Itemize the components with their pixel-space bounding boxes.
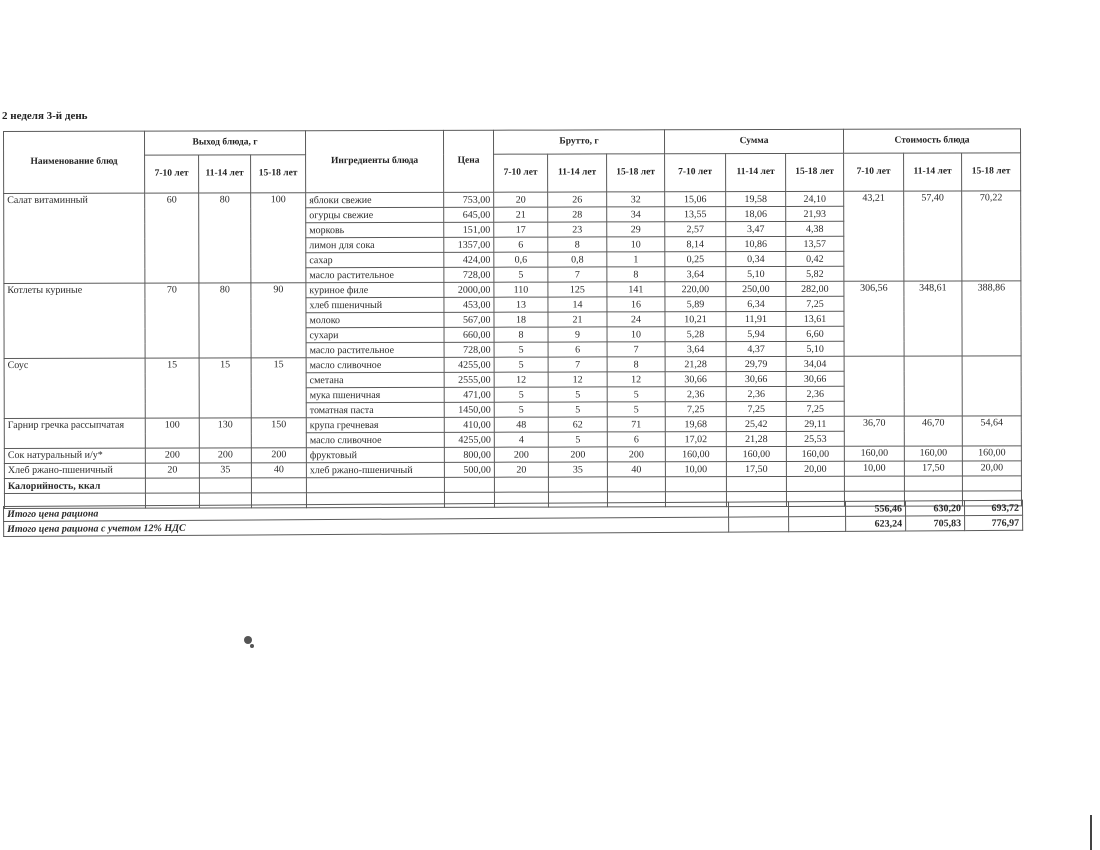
sum-age-11-14: 5,94 [726,326,786,341]
header-gross: Брутто, г [493,130,664,154]
ingredient-row [4,191,1021,209]
sum-age-7-10: 3,64 [665,342,726,357]
scan-speck [250,644,254,648]
ingredient-name: сметана [306,372,444,387]
header-yield: Выход блюда, г [145,131,306,155]
ingredient-price: 728,00 [444,342,494,357]
calories-cell [306,477,444,492]
sum-age-15-18: 25,53 [786,431,844,446]
sum-age-15-18: 13,57 [786,236,844,251]
sum-age-11-14: 4,37 [726,341,786,356]
gross-age-15-18: 5 [607,387,665,402]
calories-cell [199,478,251,493]
sum-age-11-14: 30,66 [726,371,786,386]
dish-cost-age-11-14: 17,50 [904,461,962,476]
gross-age-11-14: 9 [548,327,607,342]
dish-cost-age-15-18 [962,356,1021,416]
sum-age-15-18: 30,66 [786,371,844,386]
total-ration-age-7-10: 556,46 [845,501,905,516]
gross-age-11-14: 7 [548,357,607,372]
ingredient-price: 753,00 [444,192,494,207]
dish-yield-age-7-10: 100 [145,418,199,448]
sum-age-7-10: 7,25 [665,402,726,417]
total-ration-blank-2 [788,501,845,516]
gross-age-11-14: 23 [548,222,607,237]
gross-age-15-18: 40 [607,462,665,477]
calories-label: Калорийность, ккал [4,478,145,493]
ingredient-price: 471,00 [444,387,494,402]
gross-age-15-18: 24 [607,312,665,327]
gross-age-7-10: 12 [494,372,548,387]
sum-age-7-10: 17,02 [665,432,726,447]
ingredient-name: масло растительное [306,342,444,357]
gross-age-11-14: 62 [548,417,607,432]
gross-age-7-10: 110 [494,282,548,297]
gross-age-15-18: 10 [607,327,665,342]
gross-age-11-14: 5 [548,402,607,417]
total-ration-vat-age-11-14: 705,83 [906,516,965,531]
scan-speck [244,636,252,644]
gross-age-7-10: 200 [494,447,548,462]
ingredient-name: масло сливочное [306,357,444,372]
scan-edge-line [1090,815,1092,850]
sum-age-15-18: 0,42 [786,251,844,266]
totals-table [3,500,1023,537]
ingredient-name: сахар [306,252,444,267]
ingredient-price: 567,00 [444,312,494,327]
gross-age-7-10: 18 [494,312,548,327]
ingredient-price: 2555,00 [444,372,494,387]
sum-age-11-14: 160,00 [726,446,786,461]
header-dish: Наименование блюд [4,131,145,193]
sum-age-7-10: 30,66 [665,372,726,387]
gross-age-11-14: 28 [548,207,607,222]
ingredient-name: томатная паста [306,402,444,417]
ingredient-price: 645,00 [444,207,494,222]
dish-cost-age-7-10: 10,00 [844,461,904,476]
total-ration-vat-blank-1 [729,517,789,532]
gross-age-7-10: 21 [494,207,548,222]
header-ingredients: Ингредиенты блюда [306,130,444,192]
gross-age-7-10: 6 [494,237,548,252]
sum-age-15-18: 13,61 [786,311,844,326]
dish-yield-age-7-10: 20 [145,463,199,478]
sum-age-7-10: 10,21 [665,312,726,327]
header-sum-age-7-10: 7-10 лет [665,154,726,192]
ingredient-name: масло растительное [306,267,444,282]
dish-name: Салат витаминный [4,193,145,283]
ingredient-row [4,416,1021,434]
calories-cell [251,478,306,493]
sum-age-11-14: 10,86 [726,236,786,251]
ingredient-price: 151,00 [444,222,494,237]
dish-name: Соус [4,358,145,418]
header-cost-age-11-14: 11-14 лет [904,153,962,191]
dish-yield-age-15-18: 15 [251,358,306,418]
ingredient-name: яблоки свежие [306,192,444,207]
header-sum-age-11-14: 11-14 лет [726,153,786,191]
dish-name: Хлеб ржано-пшеничный [4,463,145,478]
gross-age-15-18: 200 [607,447,665,462]
gross-age-11-14: 35 [548,462,607,477]
ingredient-name: хлеб ржано-пшеничный [306,462,444,477]
gross-age-15-18: 71 [607,417,665,432]
dish-cost-age-11-14: 46,70 [904,416,962,446]
ingredient-name: морковь [306,222,444,237]
dish-cost-age-15-18: 70,22 [962,191,1021,281]
sum-age-11-14: 0,34 [726,251,786,266]
header-yield-age-11-14: 11-14 лет [199,155,251,193]
sum-age-15-18: 29,11 [786,416,844,431]
dish-cost-age-15-18: 160,00 [962,446,1021,461]
dish-yield-age-11-14: 80 [199,193,251,283]
sum-age-11-14: 17,50 [726,461,786,476]
sum-age-11-14: 11,91 [726,311,786,326]
ingredient-name: молоко [306,312,444,327]
calories-cell [548,477,607,492]
gross-age-7-10: 20 [494,192,548,207]
dish-yield-age-7-10: 200 [145,448,199,463]
gross-age-15-18: 1 [607,252,665,267]
gross-age-15-18: 7 [607,342,665,357]
calories-cell [665,477,726,492]
gross-age-7-10: 0,6 [494,252,548,267]
header-cost-age-15-18: 15-18 лет [962,153,1021,191]
dish-yield-age-11-14: 200 [199,448,251,463]
gross-age-15-18: 34 [607,207,665,222]
dish-yield-age-11-14: 130 [199,418,251,448]
sum-age-11-14: 7,25 [726,401,786,416]
ingredient-name: хлеб пшеничный [306,297,444,312]
gross-age-15-18: 6 [607,432,665,447]
header-cost-age-7-10: 7-10 лет [844,153,904,191]
header-sum-age-15-18: 15-18 лет [786,153,844,191]
total-ration-age-15-18: 693,72 [964,500,1022,515]
dish-cost-age-11-14 [904,356,962,416]
sum-age-7-10: 220,00 [665,282,726,297]
gross-age-7-10: 5 [494,267,548,282]
dish-yield-age-7-10: 70 [145,283,199,358]
gross-age-15-18: 141 [607,282,665,297]
sum-age-7-10: 2,36 [665,387,726,402]
sum-age-7-10: 5,89 [665,297,726,312]
ingredient-price: 1357,00 [444,237,494,252]
calories-cell [786,476,844,491]
gross-age-11-14: 0,8 [548,252,607,267]
total-ration-blank-1 [728,502,788,517]
total-ration-vat-age-7-10: 623,24 [846,516,906,531]
dish-name: Котлеты куриные [4,283,145,358]
calories-cell [726,476,786,491]
dish-yield-age-7-10: 60 [145,193,199,283]
gross-age-15-18: 16 [607,297,665,312]
dish-yield-age-15-18: 90 [251,283,306,358]
sum-age-15-18: 160,00 [786,446,844,461]
dish-name: Гарнир гречка рассыпчатая [4,418,145,448]
sum-age-7-10: 3,64 [665,267,726,282]
ingredient-name: куриное филе [306,282,444,297]
gross-age-7-10: 4 [494,432,548,447]
gross-age-15-18: 8 [607,357,665,372]
ingredient-price: 410,00 [444,417,494,432]
gross-age-7-10: 5 [494,387,548,402]
ingredient-price: 728,00 [444,267,494,282]
dish-yield-age-15-18: 100 [251,193,306,283]
calories-cell [145,478,199,493]
sum-age-15-18: 5,10 [786,341,844,356]
dish-yield-age-11-14: 15 [199,358,251,418]
ingredient-name: огурцы свежие [306,207,444,222]
gross-age-15-18: 8 [607,267,665,282]
sum-age-15-18: 24,10 [786,191,844,206]
sum-age-15-18: 7,25 [786,296,844,311]
total-ration-label: Итого цена рациона [4,502,729,521]
header-gross-age-7-10: 7-10 лет [494,154,548,192]
ingredient-row [4,356,1021,374]
total-ration-vat-blank-2 [789,516,846,531]
sum-age-11-14: 6,34 [726,296,786,311]
total-ration-vat-label: Итого цена рациона с учетом 12% НДС [4,517,729,536]
gross-age-7-10: 17 [494,222,548,237]
sum-age-11-14: 250,00 [726,281,786,296]
page-title: 2 неделя 3-й день [2,110,88,122]
gross-age-7-10: 5 [494,402,548,417]
gross-age-7-10: 5 [494,357,548,372]
sum-age-15-18: 2,36 [786,386,844,401]
gross-age-11-14: 5 [548,387,607,402]
dish-yield-age-11-14: 35 [199,463,251,478]
header-gross-age-15-18: 15-18 лет [607,154,665,192]
sum-age-7-10: 15,06 [665,192,726,207]
calories-cell [444,477,494,492]
dish-name: Сок натуральный и/у* [4,448,145,463]
dish-cost-age-7-10: 36,70 [844,416,904,446]
gross-age-15-18: 10 [607,237,665,252]
dish-cost-age-15-18: 54,64 [962,416,1021,446]
dish-cost-age-11-14: 160,00 [904,446,962,461]
gross-age-11-14: 5 [548,432,607,447]
sum-age-7-10: 8,14 [665,237,726,252]
dish-cost-age-7-10: 306,56 [844,281,904,356]
dish-yield-age-15-18: 40 [251,463,306,478]
header-yield-age-7-10: 7-10 лет [145,155,199,193]
calories-cell [607,477,665,492]
header-cost: Стоимость блюда [843,129,1020,153]
header-yield-age-15-18: 15-18 лет [251,155,306,193]
dish-yield-age-7-10: 15 [145,358,199,418]
sum-age-11-14: 18,06 [726,206,786,221]
dish-yield-age-11-14: 80 [199,283,251,358]
ingredient-price: 4255,00 [444,357,494,372]
ingredient-price: 1450,00 [444,402,494,417]
gross-age-11-14: 26 [548,192,607,207]
ingredient-price: 500,00 [444,462,494,477]
sum-age-15-18: 20,00 [786,461,844,476]
sum-age-7-10: 13,55 [665,207,726,222]
gross-age-11-14: 7 [548,267,607,282]
gross-age-7-10: 20 [494,462,548,477]
header-price: Цена [443,130,493,192]
sum-age-7-10: 5,28 [665,327,726,342]
gross-age-11-14: 14 [548,297,607,312]
sum-age-11-14: 3,47 [726,221,786,236]
sum-age-11-14: 5,10 [726,266,786,281]
sum-age-15-18: 282,00 [786,281,844,296]
sum-age-7-10: 19,68 [665,417,726,432]
ingredient-price: 800,00 [444,447,494,462]
total-ration-age-11-14: 630,20 [905,501,964,516]
ingredient-price: 453,00 [444,297,494,312]
gross-age-7-10: 48 [494,417,548,432]
gross-age-7-10: 5 [494,342,548,357]
ingredient-price: 4255,00 [444,432,494,447]
sum-age-15-18: 7,25 [786,401,844,416]
sum-age-15-18: 21,93 [786,206,844,221]
gross-age-11-14: 6 [548,342,607,357]
sum-age-7-10: 21,28 [665,357,726,372]
calories-cell [494,477,548,492]
dish-cost-age-11-14: 348,61 [904,281,962,356]
dish-cost-age-7-10: 43,21 [844,191,904,281]
dish-cost-age-15-18: 388,86 [962,281,1021,356]
gross-age-15-18: 29 [607,222,665,237]
calories-cell [904,476,962,491]
calories-cell [844,476,904,491]
gross-age-7-10: 13 [494,297,548,312]
header-gross-age-11-14: 11-14 лет [548,154,607,192]
sum-age-7-10: 10,00 [665,462,726,477]
ingredient-row [4,281,1021,299]
sum-age-7-10: 2,57 [665,222,726,237]
gross-age-11-14: 200 [548,447,607,462]
dish-yield-age-15-18: 200 [251,448,306,463]
menu-body [4,191,1022,509]
sum-age-7-10: 0,25 [665,252,726,267]
ingredient-name: фруктовый [306,447,444,462]
ingredient-name: мука пшеничная [306,387,444,402]
gross-age-11-14: 21 [548,312,607,327]
gross-age-11-14: 12 [548,372,607,387]
gross-age-11-14: 8 [548,237,607,252]
sum-age-7-10: 160,00 [665,447,726,462]
gross-age-11-14: 125 [548,282,607,297]
sum-age-15-18: 34,04 [786,356,844,371]
gross-age-15-18: 5 [607,402,665,417]
header-sum: Сумма [664,129,843,153]
dish-yield-age-15-18: 150 [251,418,306,448]
sum-age-11-14: 25,42 [726,416,786,431]
sum-age-11-14: 2,36 [726,386,786,401]
gross-age-7-10: 8 [494,327,548,342]
dish-cost-age-7-10 [844,356,904,416]
sum-age-15-18: 5,82 [786,266,844,281]
sum-age-11-14: 19,58 [726,191,786,206]
dish-cost-age-7-10: 160,00 [844,446,904,461]
sum-age-15-18: 4,38 [786,221,844,236]
ingredient-name: сухари [306,327,444,342]
ingredient-price: 2000,00 [444,282,494,297]
dish-cost-age-15-18: 20,00 [962,461,1021,476]
ingredient-price: 424,00 [444,252,494,267]
menu-table [3,128,1022,509]
ingredient-name: масло сливочное [306,432,444,447]
total-ration-vat-age-15-18: 776,97 [965,515,1023,530]
calories-cell [962,476,1021,491]
gross-age-15-18: 12 [607,372,665,387]
sum-age-11-14: 21,28 [726,431,786,446]
ingredient-name: крупа гречневая [306,417,444,432]
ingredient-price: 660,00 [444,327,494,342]
dish-cost-age-11-14: 57,40 [904,191,962,281]
ingredient-name: лимон для сока [306,237,444,252]
sum-age-11-14: 29,79 [726,356,786,371]
gross-age-15-18: 32 [607,192,665,207]
sum-age-15-18: 6,60 [786,326,844,341]
